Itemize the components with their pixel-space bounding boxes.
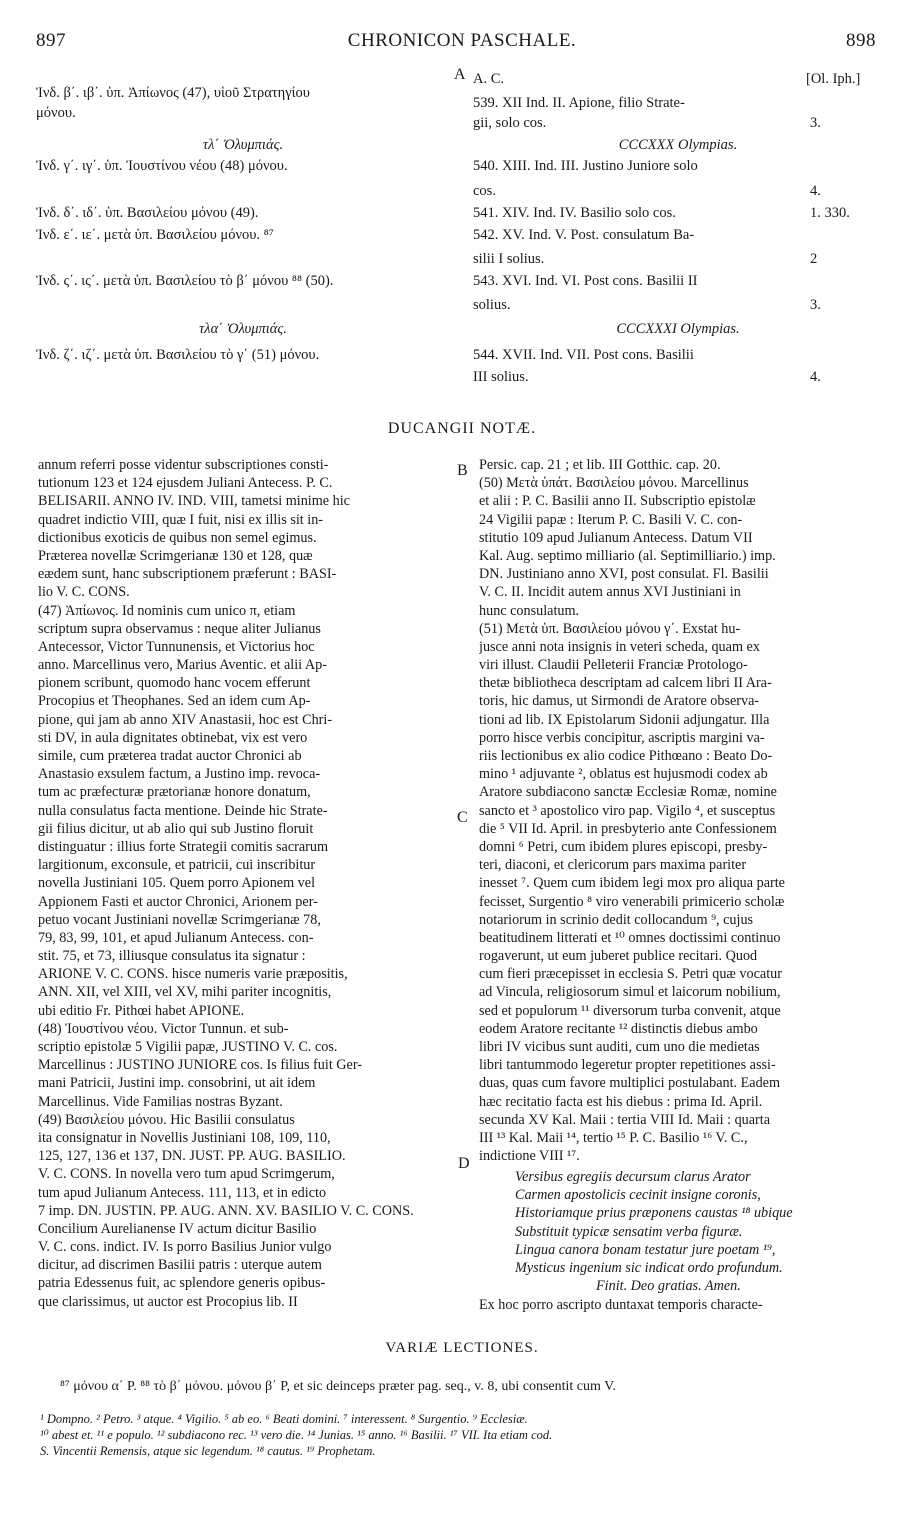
greek-line: μόνου. [36,105,76,121]
note-line: hæc recitatio facta est his diebus : prima Id. April. [479,1093,763,1110]
note-line: DN. Justiniano anno XVI, post consulat. Fl. Basilii [479,566,769,583]
latin-line: 540. XIII. Ind. III. Justino Juniore solo [473,158,698,174]
note-line: dictionibus exoticis de quibus non semel egimus. [38,529,317,546]
note-line: inesset ⁷. Quem cum ibidem legi mox pro aliqua parte [479,875,785,892]
running-title: CHRONICON PASCHALE. [347,30,577,51]
note-line: hunc consulatum. [479,602,580,619]
note-line: eodem Aratore recitante ¹² distinctis diebus ambo [479,1020,758,1037]
note-line: Appionem Fasti et auctor Chronici, Arionem per- [38,893,318,910]
note-line: teri, diaconi, et clericorum pars maxima pariter [479,857,747,874]
verse-line: Finit. Deo gratias. Amen. [596,1278,741,1295]
margin-letter-d: D [458,1155,470,1172]
latin-line: 542. XV. Ind. V. Post. consulatum Ba- [473,227,695,243]
note-line: cum fieri præcepisset in ecclesia S. Petri quæ vocatur [479,966,782,983]
note-line: et alii : P. C. Basilii anno II. Subscriptio epistolæ [479,493,756,510]
note-line: (49) Βασιλείου μόνου. Hic Basilii consulatus [38,1111,295,1128]
note-line: mino ¹ adjuvante ², oblatus est hujusmodi codex ab [479,766,768,783]
note-line: scriptio epistolæ 5 Vigilii papæ, JUSTINO V. C. cos. [38,1039,338,1055]
note-line: porro hisce verbis concipitur, ascriptis margini va- [479,729,765,746]
section-title: DUCANGII NOTÆ. [387,420,537,437]
note-line: domni ⁶ Petri, cum ibidem plures episcopi, presby- [479,838,768,855]
footnote-line: S. Vincentii Remensis, atque sic legendum. ¹⁸ cautus. ¹⁹ Prophetam. [40,1444,376,1458]
note-line: stit. 75, et 73, illiusque consulatus ita signatur : [38,948,306,965]
note-line: patria Edessenus fuit, ac splendore generis opibus- [38,1275,326,1292]
greek-line: Ἰνδ. ζ΄. ιζ΄. μετὰ ὑπ. Βασιλείου τὸ γ΄ (51) μόνου. [36,347,320,363]
latin-line-number: 1. 330. [810,205,850,221]
page-number-left: 897 [36,30,66,51]
note-line: mani Patricii, Justini imp. consobrini, ut ait idem [38,1075,316,1092]
note-line: III ¹³ Kal. Maii ¹⁴, tertio ¹⁵ P. C. Basilio ¹⁶ V. C., [479,1129,748,1146]
margin-letter-b: B [457,462,468,479]
note-line: Præterea novellæ Scrimgerianæ 130 et 128, quæ [38,547,313,564]
notes-right-column [479,456,889,1165]
note-line: toris, hic damus, ut Sirmondi de Aratore observa- [479,693,760,710]
note-line: tum ac præfecturæ prætorianæ honore donatum, [38,784,311,801]
note-line: que clarissimus, ut auctor est Procopius lib. II [38,1293,298,1310]
note-line: (47) Ἀπίωνος. Id nominis cum unico π, etiam [38,602,296,619]
note-line: 7 imp. DN. JUSTIN. PP. AUG. ANN. XV. BASILIO V. C. CONS. [38,1202,414,1219]
note-line: Kal. Aug. septimo milliario (al. Septimilliario.) imp. [479,547,776,564]
note-line: (48) Ἰουστίνου νέου. Victor Tunnun. et sub- [38,1020,289,1037]
verse-line: Historiamque prius præponens caustas ¹⁸ ubique [515,1205,793,1222]
latin-line: 544. XVII. Ind. VII. Post cons. Basilii [473,347,694,363]
note-line: quadret indictio VIII, quæ I fuit, nisi ex illis sit in- [38,511,324,528]
note-line: annum referri posse videntur subscriptiones consti- [38,457,329,473]
note-line: pione, qui jam ab anno XIV Anastasii, hoc est Chri- [38,711,333,728]
note-line: Procopius et Theophanes. Sed an idem cum Ap- [38,693,311,710]
note-line: dicitur, ad discrimen Basilii patris : uterque autem [38,1257,322,1274]
note-line: V. C. II. Incidit autem annus XVI Justiniani in [479,584,741,601]
latin-line-number: 3. [810,115,821,131]
note-line: ANN. XII, vel XIII, vel XV, mihi pariter incognitis, [38,984,332,1001]
note-line: novella Justiniani 105. Quem porro Apionem vel [38,875,316,892]
greek-line: Ἰνδ. ς΄. ις΄. μετὰ ὑπ. Βασιλείου τὸ β΄ μόνου ⁸⁸ (50). [36,273,334,289]
footnote-line: ¹⁰ abest et. ¹¹ e populo. ¹² subdiacono rec. ¹³ vero die. ¹⁴ Junias. ¹⁵ anno. ¹⁶ Basilii. ¹⁷ VII. Ita etiam cod. [40,1428,553,1442]
note-line: petuo vocant Justiniani novellæ Scrimgerianæ 78, [38,911,321,928]
note-line: sti DV, in aula dignitates obtinebat, vix est vero [38,729,308,746]
note-line: libri tantummodo legeretur propter repetitiones assi- [479,1057,776,1074]
latin-line: cos. [473,183,496,199]
note-line: lio V. C. CONS. [38,584,130,601]
latin-line-number: 4. [810,369,821,385]
note-line: libri IV vicibus sunt auditi, cum uno die medietas [479,1039,760,1055]
margin-letter-a: A [454,66,466,83]
note-line: fecisset, Surgentio ⁸ viro venerabili primicerio scholæ [479,893,785,910]
note-line: distinguatur : illius forte Strategii comitis sacrarum [38,838,328,855]
note-line: pionem scribunt, quomodo hanc vocem efferunt [38,675,311,692]
latin-line: III solius. [473,369,529,385]
note-line: Concilium Aurelianense IV actum dicitur Basilio [38,1220,317,1237]
note-line: 79, 83, 99, 101, et apud Julianum Antecess. con- [38,929,314,946]
note-line: Persic. cap. 21 ; et lib. III Gotthic. cap. 20. [479,457,721,473]
note-line: riis lectionibus ex alio codice Pithœano : Beato Do- [479,748,773,764]
note-line: ita consignatur in Novellis Justiniani 108, 109, 110, [38,1129,331,1146]
note-line: viri illust. Claudii Pelleterii Franciæ Protologo- [479,657,748,674]
note-line: duas, quas cum favore multiplici postulabant. Eadem [479,1075,781,1092]
note-line: thetæ bibliotheca descriptam ad calcem libri II Ara- [479,675,772,692]
greek-line: τλ΄ Ὀλυμπιάς. [202,137,284,153]
footnote-line: ¹ Dompno. ² Petro. ³ atque. ⁴ Vigilio. ⁵ ab eo. ⁶ Beati domini. ⁷ interessent. ⁸ Surgentio. ⁹ Ecclesiæ. [40,1412,528,1426]
page-number-right: 898 [846,30,876,51]
margin-letter-c: C [457,809,468,826]
note-line: tioni ad lib. IX Epistolarum Sidonii adjungatur. Illa [479,711,770,728]
note-line: (50) Μετὰ ὑπάτ. Βασιλείου μόνου. Marcellinus [479,475,749,492]
note-line: ubi editio Fr. Pithœi habet APIONE. [38,1002,245,1019]
latin-line-number: 4. [810,183,821,199]
note-line: BELISARII. ANNO IV. IND. VIII, tametsi minime hic [38,493,350,510]
note-line: die ⁵ VII Id. April. in presbyterio ante Confessionem [479,820,777,837]
greek-line: τλα΄ Ὀλυμπιάς. [199,321,287,337]
note-line: notariorum in scrinio dedit collocandum ⁹, cujus [479,911,754,928]
latin-line: solius. [473,297,511,313]
latin-line-number: 2 [810,251,818,267]
note-line: V. C. cons. indict. IV. Is porro Basilius Junior vulgo [38,1239,332,1256]
note-line: Antecessor, Victor Tunnunensis, et Victorius hoc [38,638,315,655]
note-line: jusce anni nota insignis in veteri scheda, quam ex [479,638,760,655]
note-line: beatitudinem litterati et ¹⁰ omnes doctissimi continuo [479,929,781,946]
note-line: rogaverunt, ut eum juberet publice recitari. Quod [479,948,758,965]
verse-line: Versibus egregiis decursum clarus Arator [515,1169,751,1185]
note-line: V. C. CONS. In novella vero tum apud Scrimgerum, [38,1166,335,1183]
latin-column-year-head: A. C. [473,71,505,87]
note-line: eædem sunt, hanc subscriptionem præferunt : BASI- [38,566,337,583]
note-line: 125, 127, 136 et 137, DN. JUST. PP. AUG. BASILIO. [38,1148,346,1165]
note-line: simile, cum præterea tradat auctor Chronici ab [38,748,302,764]
note-line: indictione VIII ¹⁷. [479,1148,580,1165]
variae-lectiones-title: VARIÆ LECTIONES. [385,1340,539,1356]
note-line: gii filius dicitur, ut ab alio qui sub Justino floruit [38,820,314,837]
greek-line: Ἰνδ. γ΄. ιγ΄. ὑπ. Ἰουστίνου νέου (48) μόνου. [36,158,288,174]
verse-line: Lingua canora bonam testatur jure poetam ¹⁹, [515,1241,776,1258]
variae-lectiones-line: ⁸⁷ μόνου α΄ P. ⁸⁸ τὸ β΄ μόνου. μόνου β΄ P, et sic deinceps præter pag. seq., v. 8, ubi consentit cum V. [60,1379,616,1394]
latin-line: gii, solo cos. [473,115,547,131]
verse-line: Substituit typicæ sensatim verba figuræ. [515,1223,743,1240]
note-line: secunda XV Kal. Maii : tertia VIII Id. Maii : quarta [479,1111,771,1128]
latin-line: silii I solius. [473,251,545,267]
note-line: ad Vincula, religiosorum simul et laicorum nobilium, [479,984,781,1001]
note-line: scriptum supra observamus : neque aliter Julianus [38,620,321,637]
note-line: anno. Marcellinus vero, Marius Aventic. et alii Ap- [38,657,327,674]
note-line: sancto et ³ apostolico viro pap. Vigilo ⁴, et susceptus [479,802,776,819]
latin-line-number: 3. [810,297,821,313]
latin-line: CCCXXXI Olympias. [616,321,740,337]
note-line: ARIONE V. C. CONS. hisce numeris varie præpositis, [38,966,348,983]
note-line: Aratore subdiacono sanctæ Ecclesiæ Romæ, nomine [479,784,777,801]
latin-line: 539. XII Ind. II. Apione, filio Strate- [473,95,685,111]
latin-line: CCCXXX Olympias. [618,137,738,153]
note-line: sed et populorum ¹¹ diversorum turba convenit, atque [479,1002,781,1019]
greek-line: Ἰνδ. δ΄. ιδ΄. ὑπ. Βασιλείου μόνου (49). [36,205,259,221]
greek-line: Ἰνδ. ε΄. ιε΄. μετὰ ὑπ. Βασιλείου μόνου. ⁸⁷ [36,227,274,243]
latin-line: 541. XIV. Ind. IV. Basilio solo cos. [473,205,676,221]
notes-left-column [38,456,448,1311]
verse-line: Mysticus ingenium sic indicat ordo profundum. [515,1260,783,1276]
note-line: Marcellinus : JUSTINO JUNIORE cos. Is filius fuit Ger- [38,1057,363,1074]
note-line: stitutio 109 apud Julianum Antecess. Datum VII [479,529,753,546]
note-line: largitionum, exconsule, et patricii, cui inscribitur [38,857,316,874]
latin-column-olympiad-head: [Ol. Iph.] [806,71,861,87]
greek-line: Ἰνδ. β΄. ιβ΄. ὑπ. Ἀπίωνος (47), υἱοῦ Στρατηγίου [36,85,310,101]
note-line: 24 Vigilii papæ : Iterum P. C. Basili V. C. con- [479,511,743,528]
after-verses-line: Ex hoc porro ascripto duntaxat temporis characte- [479,1297,763,1313]
note-line: tutionum 123 et 124 ejusdem Juliani Antecess. P. C. [38,475,333,492]
note-line: nulla consulatus facta mentione. Deinde hic Strate- [38,802,328,819]
note-line: tum apud Julianum Antecess. 111, 113, et in edicto [38,1184,327,1201]
latin-line: 543. XVI. Ind. VI. Post cons. Basilii II [473,273,698,289]
note-line: (51) Μετὰ ὑπ. Βασιλείου μόνου γ΄. Exstat hu- [479,620,741,637]
verse-line: Carmen apostolicis cecinit insigne coronis, [515,1187,761,1204]
note-line: Marcellinus. Vide Familias nostras Byzant. [38,1093,283,1110]
note-line: Anastasio exsulem factum, a Justino imp. revoca- [38,766,321,783]
